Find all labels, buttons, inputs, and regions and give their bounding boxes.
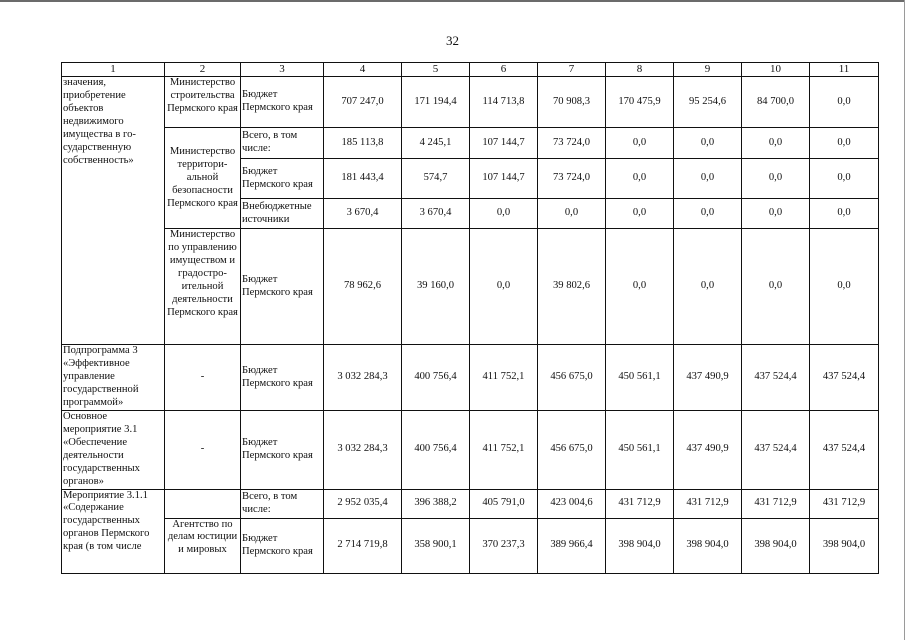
value-cell: 0,0 — [810, 159, 879, 199]
value-cell: 2 952 035,4 — [324, 489, 402, 518]
value-cell: 398 904,0 — [606, 518, 674, 573]
column-header: 10 — [742, 63, 810, 77]
responsible-ministry: Министерство по управлению имуществом и градостро-ительной деятельности Пермского края — [165, 229, 241, 345]
value-cell: 0,0 — [538, 199, 606, 229]
responsible-ministry: - — [165, 411, 241, 490]
value-cell: 0,0 — [742, 128, 810, 159]
value-cell: 437 490,9 — [674, 345, 742, 411]
value-cell: 2 714 719,8 — [324, 518, 402, 573]
value-cell: 574,7 — [402, 159, 470, 199]
column-header: 6 — [470, 63, 538, 77]
value-cell: 181 443,4 — [324, 159, 402, 199]
column-header: 2 — [165, 63, 241, 77]
value-cell: 170 475,9 — [606, 77, 674, 128]
funding-source: Бюджет Пермского края — [241, 345, 324, 411]
value-cell: 0,0 — [606, 128, 674, 159]
responsible-ministry: Министерство территори-альной безопасности Пермского края — [165, 128, 241, 229]
value-cell: 0,0 — [674, 159, 742, 199]
table-header-row — [62, 63, 879, 77]
value-cell: 0,0 — [810, 77, 879, 128]
column-header: 1 — [62, 63, 165, 77]
value-cell: 370 237,3 — [470, 518, 538, 573]
value-cell: 3 670,4 — [324, 199, 402, 229]
value-cell: 0,0 — [742, 159, 810, 199]
column-header: 3 — [241, 63, 324, 77]
table-row — [62, 345, 879, 411]
value-cell: 39 160,0 — [402, 229, 470, 345]
funding-source: Всего, в том числе: — [241, 489, 324, 518]
value-cell: 405 791,0 — [470, 489, 538, 518]
responsible-ministry: - — [165, 345, 241, 411]
value-cell: 411 752,1 — [470, 345, 538, 411]
funding-source: Бюджет Пермского края — [241, 77, 324, 128]
value-cell: 437 524,4 — [810, 345, 879, 411]
column-header: 11 — [810, 63, 879, 77]
value-cell: 70 908,3 — [538, 77, 606, 128]
value-cell: 389 966,4 — [538, 518, 606, 573]
funding-source: Бюджет Пермского края — [241, 411, 324, 490]
value-cell: 400 756,4 — [402, 411, 470, 490]
value-cell: 450 561,1 — [606, 411, 674, 490]
value-cell: 0,0 — [674, 128, 742, 159]
value-cell: 398 904,0 — [742, 518, 810, 573]
activity-name: значения, приобретение объектов недвижимого имущества в го-сударственную собственность» — [62, 77, 165, 345]
value-cell: 0,0 — [606, 199, 674, 229]
value-cell: 3 032 284,3 — [324, 345, 402, 411]
value-cell: 107 144,7 — [470, 159, 538, 199]
column-header: 7 — [538, 63, 606, 77]
activity-name: Мероприятие 3.1.1 «Содержание государственных органов Пермского края (в том числе — [62, 489, 165, 573]
value-cell: 0,0 — [606, 159, 674, 199]
value-cell: 396 388,2 — [402, 489, 470, 518]
scan-top-edge — [0, 0, 905, 2]
column-header: 9 — [674, 63, 742, 77]
value-cell: 84 700,0 — [742, 77, 810, 128]
value-cell: 0,0 — [674, 229, 742, 345]
value-cell: 437 524,4 — [742, 411, 810, 490]
column-header: 5 — [402, 63, 470, 77]
value-cell: 431 712,9 — [674, 489, 742, 518]
value-cell: 95 254,6 — [674, 77, 742, 128]
value-cell: 400 756,4 — [402, 345, 470, 411]
value-cell: 78 962,6 — [324, 229, 402, 345]
table-row — [62, 128, 879, 159]
table-row — [62, 77, 879, 128]
funding-source: Внебюджетные источники — [241, 199, 324, 229]
funding-source: Всего, в том числе: — [241, 128, 324, 159]
value-cell: 114 713,8 — [470, 77, 538, 128]
activity-name: Основное мероприятие 3.1 «Обеспечение деятельности государственных органов» — [62, 411, 165, 490]
value-cell: 3 670,4 — [402, 199, 470, 229]
value-cell: 358 900,1 — [402, 518, 470, 573]
value-cell: 185 113,8 — [324, 128, 402, 159]
value-cell: 431 712,9 — [810, 489, 879, 518]
empty-ministry-cell — [165, 489, 241, 518]
value-cell: 437 490,9 — [674, 411, 742, 490]
table-row — [62, 411, 879, 490]
table-row — [62, 489, 879, 518]
value-cell: 0,0 — [470, 199, 538, 229]
value-cell: 411 752,1 — [470, 411, 538, 490]
funding-source: Бюджет Пермского края — [241, 229, 324, 345]
page-number: 32 — [446, 33, 459, 48]
value-cell: 398 904,0 — [810, 518, 879, 573]
value-cell: 707 247,0 — [324, 77, 402, 128]
value-cell: 171 194,4 — [402, 77, 470, 128]
value-cell: 431 712,9 — [606, 489, 674, 518]
funding-source: Бюджет Пермского края — [241, 518, 324, 573]
value-cell: 450 561,1 — [606, 345, 674, 411]
value-cell: 107 144,7 — [470, 128, 538, 159]
table-row — [62, 518, 879, 573]
activity-name: Подпрограмма 3 «Эффективное управление государственной программой» — [62, 345, 165, 411]
value-cell: 0,0 — [810, 199, 879, 229]
value-cell: 3 032 284,3 — [324, 411, 402, 490]
value-cell: 0,0 — [810, 229, 879, 345]
value-cell: 0,0 — [606, 229, 674, 345]
value-cell: 39 802,6 — [538, 229, 606, 345]
value-cell: 0,0 — [742, 229, 810, 345]
value-cell: 0,0 — [674, 199, 742, 229]
value-cell: 0,0 — [810, 128, 879, 159]
value-cell: 456 675,0 — [538, 345, 606, 411]
value-cell: 0,0 — [742, 199, 810, 229]
value-cell: 398 904,0 — [674, 518, 742, 573]
value-cell: 437 524,4 — [810, 411, 879, 490]
budget-table — [61, 62, 879, 574]
value-cell: 456 675,0 — [538, 411, 606, 490]
funding-source: Бюджет Пермского края — [241, 159, 324, 199]
value-cell: 73 724,0 — [538, 128, 606, 159]
table-row — [62, 229, 879, 345]
value-cell: 437 524,4 — [742, 345, 810, 411]
column-header: 4 — [324, 63, 402, 77]
responsible-ministry: Агентство по делам юстиции и мировых — [165, 518, 241, 573]
value-cell: 423 004,6 — [538, 489, 606, 518]
value-cell: 73 724,0 — [538, 159, 606, 199]
value-cell: 4 245,1 — [402, 128, 470, 159]
responsible-ministry: Министерство строительства Пермского края — [165, 77, 241, 128]
value-cell: 431 712,9 — [742, 489, 810, 518]
value-cell: 0,0 — [470, 229, 538, 345]
column-header: 8 — [606, 63, 674, 77]
